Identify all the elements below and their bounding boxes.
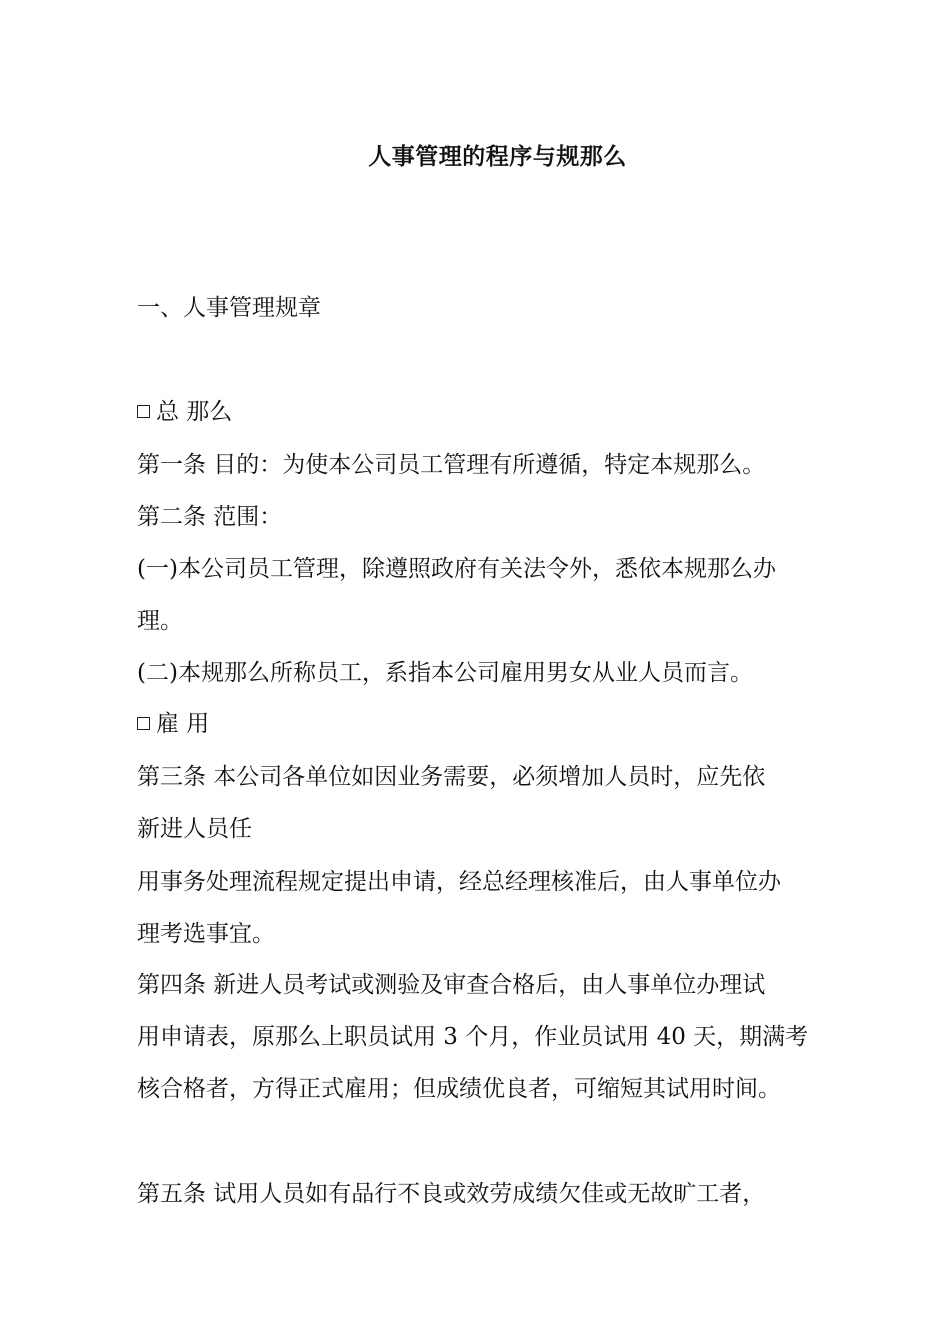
- subsection-heading-hiring: [137, 709, 877, 739]
- paragraph-line: 第三条 本公司各单位如因业务需要，必须增加人员时，应先依: [137, 764, 766, 790]
- paragraph-line: (二)本规那么所称员工，系指本公司雇用男女从业人员而言。: [137, 660, 753, 686]
- subsection-label: 总 那么: [156, 399, 233, 425]
- paragraph-line: 理。: [137, 608, 183, 634]
- paragraph-line: 第一条 目的：为使本公司员工管理有所遵循，特定本规那么。: [137, 452, 766, 478]
- paragraph-line: 第二条 范围：: [137, 504, 283, 530]
- paragraph-line: 新进人员任: [137, 816, 252, 842]
- paragraph-line: 第五条 试用人员如有品行不良或效劳成绩欠佳或无故旷工者，: [137, 1181, 766, 1207]
- document-title: 人事管理的程序与规那么: [368, 143, 627, 170]
- section-heading: 一、人事管理规章: [137, 295, 321, 321]
- subsection-label: 雇 用: [156, 711, 210, 737]
- checkbox-icon: [137, 717, 150, 730]
- checkbox-icon: [137, 405, 150, 418]
- paragraph-line: 用申请表，原那么上职员试用 3 个月，作业员试用 40 天，期满考: [137, 1024, 809, 1050]
- subsection-heading-general: [137, 397, 877, 427]
- paragraph-line: 用事务处理流程规定提出申请，经总经理核准后，由人事单位办: [137, 869, 781, 895]
- paragraph-line: (一)本公司员工管理，除遵照政府有关法令外，悉依本规那么办: [137, 556, 776, 582]
- paragraph-line: 第四条 新进人员考试或测验及审查合格后，由人事单位办理试: [137, 972, 766, 998]
- paragraph-line: 理考选事宜。: [137, 921, 275, 947]
- paragraph-line: 核合格者，方得正式雇用；但成绩优良者，可缩短其试用时间。: [137, 1076, 781, 1102]
